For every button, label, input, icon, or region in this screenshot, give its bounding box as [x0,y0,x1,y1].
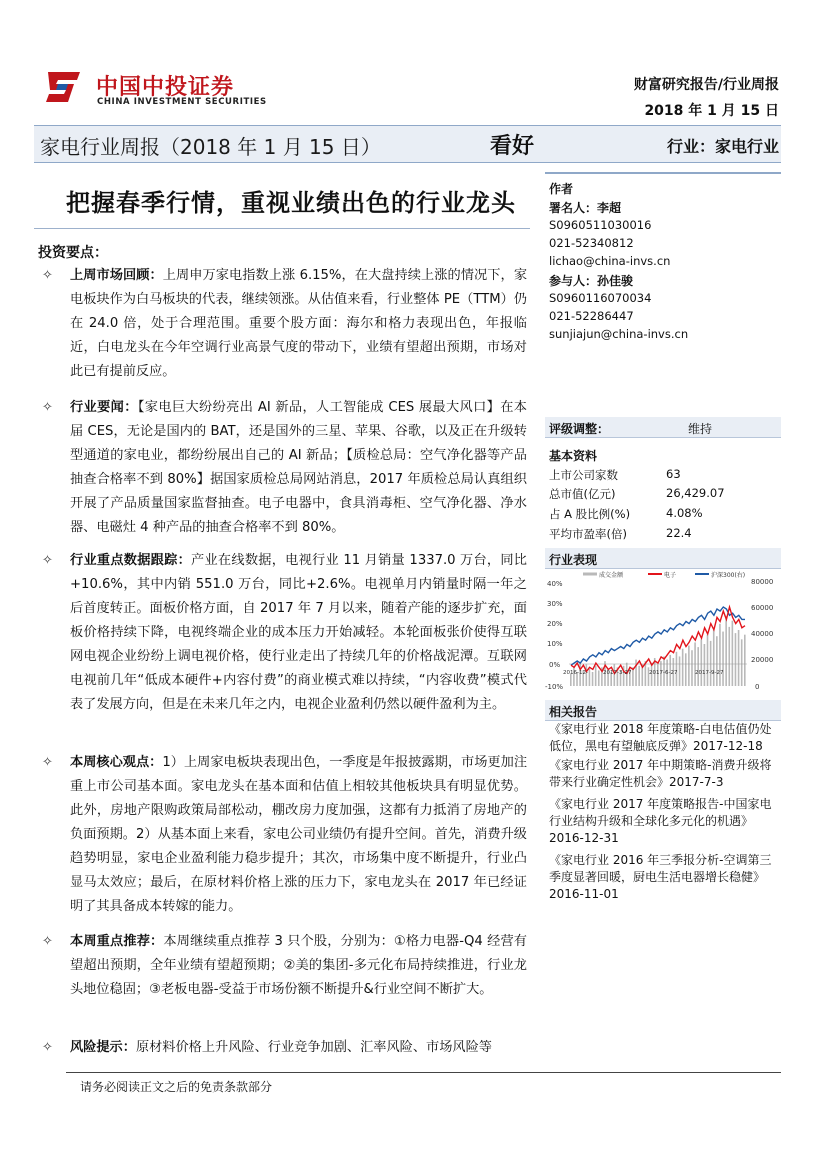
left-axis-ticks [545,580,563,691]
left-tick: -10% [545,683,564,691]
volume-bar [744,635,746,686]
right-tick: 60000 [751,604,774,612]
section-market-review [70,264,527,384]
basic-data-row [549,486,779,505]
section-text: 产业在线数据，电视行业 11 月销量 1337.0 万台，同比+10.6%，其中内销 551.0 万台，同比+2.6%。电视单月内销量时隔一年之后首度转正。面板价格方面，自 2017 年 7 月以来，随着产能的逐步扩充，面板价格持续下降，电视终端企业的成本压力开始减轻。本轮面板张价使得互联网电视企业纷纷上调电视价格，使行业走出了持续几年的价格战泥潭。互联网电视前几年“低成本硬件+内容付费”的商业模式难以持续，“内容收费”模式代表了发展方向，但是在未来几年之内，电视企业盈利仍然以硬件盈利为主。 [70,553,527,712]
headline-divider [34,228,530,229]
volume-bar [741,639,743,686]
basic-data-row [549,467,779,486]
basic-data-row [549,526,779,545]
signed-phone: 021-52340812 [549,236,634,250]
basic-data-value: 63 [666,467,681,481]
volume-bar [638,666,640,686]
section-core-view [70,751,527,919]
logo-english-name: CHINA INVESTMENT SECURITIES [97,97,267,107]
section-industry-news [70,396,527,540]
right-axis-ticks [751,578,773,691]
key-points-title: 投资要点： [38,245,108,261]
author-heading: 作者 [549,182,574,196]
bullet-icon: ✧ [42,268,53,283]
company-logo-icon [44,70,84,104]
basic-data-key: 总市值(亿元) [549,487,616,501]
volume-bar [732,621,734,686]
signed-author: 署名人：李超 [549,201,622,215]
basic-data-row [549,506,779,525]
section-text: 【家电巨大纷纷亮出 AI 新品，人工智能成 CES 展最大风口】在本届 CES，无论是国内的 BAT，还是国外的三星、苹果、谷歌，以及正在升级转型通道的家电业，都纷纷展出自己的 AI 新品；【质检总局：空气净化器等产品抽查合格率不到 80%】据国家质检总局网站消息，2017 年质检总局认真组织开展了产品质量国家监督抽查。电子电器中，食具消毒柜、空气净化器、净水器、电磁灶 4 种产品的抽查合格率不到 80%。 [70,400,527,535]
rating-change-value: 维持 [688,422,713,436]
section-text: 1）上周家电板块表现出色，一季度是年报披露期，市场更加注重上市公司基本面。家电龙头在基本面和估值上相较其他板块具有明显优势。此外，房地产限购政策局部松动，棚改房力度加强，这都有力抵消了房地产的负面预期。2）从基本面上来看，家电公司业绩仍有提升空间。首先，消费升级趋势明显，家电企业盈利能力稳步提升；其次，市场集中度不断提升，行业凸显马太效应；最后，在原材料价格上涨的压力下，家电龙头在 2017 年已经证明了其具备成本转嫁的能力。 [70,755,528,914]
basic-data-value: 22.4 [666,526,692,540]
volume-bar [685,653,687,686]
bullet-icon: ✧ [42,1040,53,1055]
section-lead: 上周市场回顾： [70,268,163,283]
volume-bar [713,630,715,686]
industry-performance-chart [545,568,781,696]
volume-bar [735,633,737,686]
x-tick: 2017-6-27 [649,670,678,676]
volume-bar [688,646,690,686]
section-lead: 行业重点数据跟踪： [70,553,192,568]
x-tick: 2017-3-27 [603,670,632,676]
logo-chinese-name: 中国中投证券 [96,75,235,100]
left-tick: 10% [547,640,563,648]
section-text: 原材料价格上升风险、行业竞争加剧、汇率风险、市场风险等 [135,1040,492,1055]
volume-bar [728,627,730,686]
headline: 把握春季行情，重视业绩出色的行业龙头 [66,189,516,217]
x-tick: 2017-9-27 [695,670,724,676]
footer-divider [66,1072,781,1073]
volume-bar [738,630,740,686]
volume-bar [635,660,637,686]
report-title: 家电行业周报（2018 年 1 月 15 日） [40,135,381,159]
signed-cert-no: S0960511030016 [549,218,652,232]
volume-bar [676,652,678,686]
right-tick: 80000 [751,578,774,586]
participant-phone: 021-52286447 [549,309,634,323]
sidebar-top-divider [545,172,781,174]
csi300-line [571,607,745,665]
related-report-item[interactable]: 《家电行业 2017 年度策略报告-中国家电行业结构升级和全球化多元化的机遇》2016-12-31 [549,797,772,845]
volume-bar [595,666,597,686]
right-tick: 0 [755,683,760,691]
chart-legend [583,571,745,579]
signed-email[interactable]: lichao@china-invs.cn [549,254,671,268]
bullet-icon: ✧ [42,400,53,415]
right-tick: 40000 [751,630,774,638]
rating: 看好 [490,134,535,159]
volume-bar [704,644,706,686]
basic-data-key: 占 A 股比例(%) [549,507,631,521]
legend-csi300: 沪深300(右) [711,572,746,579]
section-lead: 本周重点推荐： [70,934,164,949]
volume-bar [710,641,712,686]
participant-author: 参与人：孙佳骏 [549,274,634,288]
right-tick: 20000 [751,656,774,664]
left-tick: 30% [547,600,563,608]
x-tick: 2016-12- [563,670,588,676]
performance-heading: 行业表现 [549,553,598,567]
related-report-item[interactable]: 《家电行业 2016 年三季报分析-空调第三季度显著回暖，厨电生活电器增长稳健》2016-11-01 [549,853,772,901]
section-risk [70,1036,527,1060]
volume-bar [598,670,600,686]
industry-label: 行业：家电行业 [666,137,779,156]
left-tick: 20% [547,620,563,628]
basic-data-heading: 基本资料 [549,449,598,463]
left-tick: 40% [547,580,563,588]
volume-bar [716,636,718,686]
basic-data-key: 上市公司家数 [549,468,618,482]
section-lead: 本周核心观点： [70,755,163,770]
section-recommendations [70,930,527,1002]
section-lead: 风险提示： [70,1040,136,1055]
volume-bar [592,672,594,686]
legend-volume: 成交金额 [599,572,624,579]
volume-bar [707,635,709,686]
electronics-line [571,607,745,674]
related-reports-heading: 相关报告 [549,705,598,719]
basic-data-key: 平均市盈率(倍) [549,527,627,541]
disclaimer-note[interactable]: 请务必阅读正文之后的免责条款部分 [80,1080,273,1094]
volume-bar [719,624,721,686]
volume-bar [589,669,591,686]
volume-bar [701,639,703,686]
bullet-icon: ✧ [42,553,53,568]
volume-bar [679,656,681,686]
section-lead: 行业要闻： [70,400,138,415]
report-type: 财富研究报告/行业周报 [633,77,779,93]
related-report-item[interactable]: 《家电行业 2017 年中期策略-消费升级将带来行业确定性机会》2017-7-3 [549,758,772,789]
left-tick: 0% [549,661,561,669]
participant-cert-no: S0960116070034 [549,291,652,305]
rating-change-label: 评级调整： [549,422,610,436]
x-axis-ticks [563,670,724,676]
volume-bar [722,632,724,686]
volume-bar [691,650,693,686]
participant-email[interactable]: sunjiajun@china-invs.cn [549,327,689,341]
basic-data-value: 4.08% [666,506,703,520]
section-data-tracking [70,549,527,717]
basic-data-value: 26,429.07 [666,486,725,500]
related-report-item[interactable]: 《家电行业 2018 年度策略-白电估值仍处低位，黑电有望触底反弹》2017-12-18 [549,722,772,753]
volume-bar [725,616,727,686]
section-text: 上周申万家电指数上涨 6.15%，在大盘持续上涨的情况下，家电板块作为白马板块的代表，继续领涨。从估值来看，行业整体 PE（TTM）仍在 24.0 倍，处于合理范围。重要个股方面：海尔和格力表现出色，年报临近，白电龙头在今年空调行业高景气度的带动下，业绩有望超出预期，市场对此已有提前反应。 [70,268,528,379]
report-date: 2018 年 1 月 15 日 [644,103,779,119]
volume-bar [697,647,699,686]
section-text: 本周继续重点推荐 3 只个股，分别为：①格力电器-Q4 经营有望超出预期，全年业绩有望超预期；②美的集团-多元化布局持续推进，行业龙头地位稳固；③老板电器-受益于市场份额不断提升&行业空间不断扩大。 [70,934,527,997]
volume-bar [682,649,684,686]
legend-electronics: 电子 [664,572,677,579]
bullet-icon: ✧ [42,755,53,770]
bullet-icon: ✧ [42,934,53,949]
